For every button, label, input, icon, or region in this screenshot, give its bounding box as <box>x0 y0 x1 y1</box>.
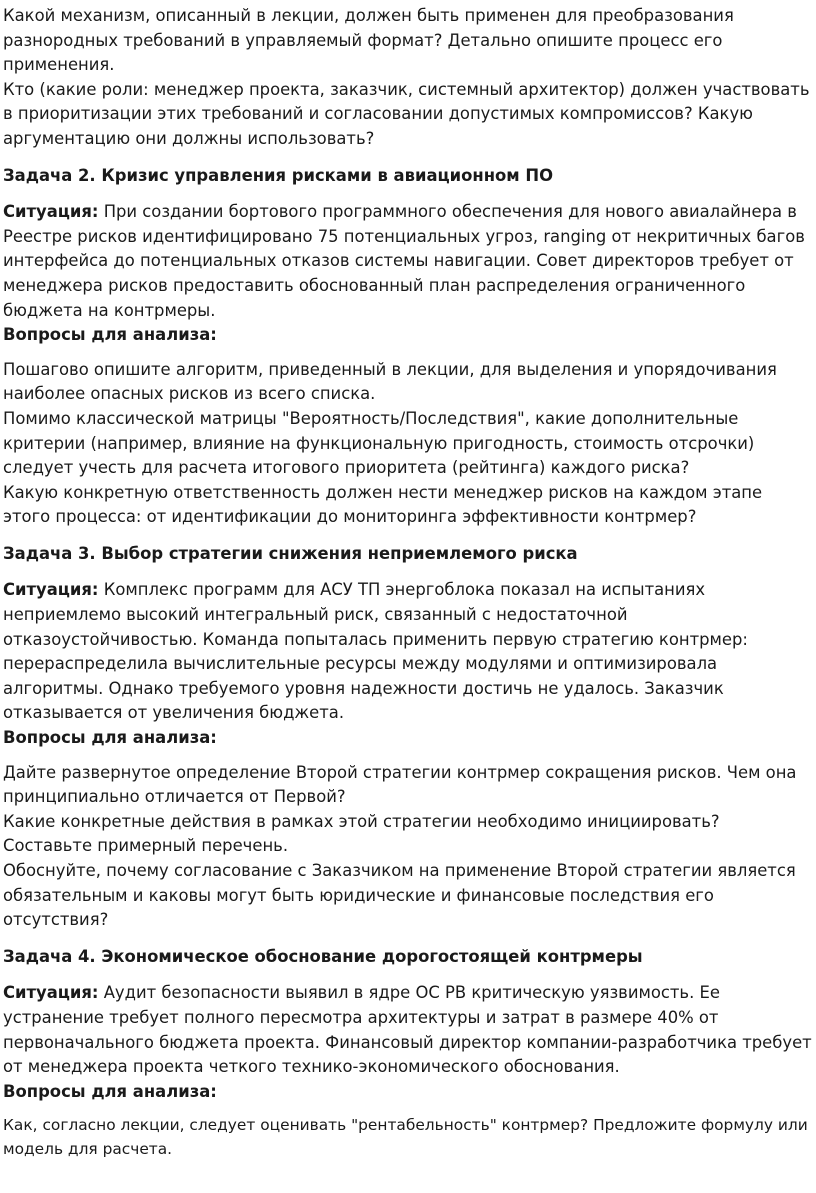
task3-questions-label: Вопросы для анализа: <box>3 728 217 748</box>
task2-title: Задача 2. Кризис управления рисками в авиационном ПО <box>3 165 554 185</box>
task3-question-1: Дайте развернутое определение Второй стратегии контрмер сокращения рисков. Чем она принципиально отличается от Первой? <box>3 762 797 807</box>
task3-situation-text: Комплекс программ для АСУ ТП энергоблока показал на испытаниях неприемлемо высокий интегральный риск, связанный с недостаточной отказоустойчивостью. Команда попыталась применить первую стратегию контрмер: перераспределила вычислительные ресурсы между модулями и оптимизировала алгоритмы. Однако требуемого уровня надежности достичь не удалось. Заказчик отказывается от увеличения бюджета. <box>3 580 748 723</box>
intro-question-1: Какой механизм, описанный в лекции, должен быть применен для преобразования разнородных требований в управляемый формат? Детально опишите процесс его применения. <box>3 6 734 75</box>
task3-question-2: Какие конкретные действия в рамках этой стратегии необходимо инициировать? Составьте примерный перечень. <box>3 811 720 856</box>
situation-label: Ситуация: <box>3 580 99 600</box>
task3-situation <box>3 578 812 726</box>
task2-question-3: Какую конкретную ответственность должен нести менеджер рисков на каждом этапе этого процесса: от идентификации до мониторинга эффективности контрмер? <box>3 482 763 527</box>
task4-title: Задача 4. Экономическое обоснование дорогостоящей контрмеры <box>3 946 643 966</box>
task2-question-2: Помимо классической матрицы "Вероятность/Последствия", какие дополнительные критерии (например, влияние на функциональную пригодность, стоимость отсрочки) следует учесть для расчета итогового приоритета (рейтинга) каждого риска? <box>3 408 755 478</box>
task3-question-3: Обоснуйте, почему согласование с Заказчиком на применение Второй стратегии является обязательным и каковы могут быть юридические и финансовые последствия его отсутствия? <box>3 861 796 930</box>
task2-question-1: Пошагово опишите алгоритм, приведенный в лекции, для выделения и упорядочивания наиболее опасных рисков из всего списка. <box>3 359 777 404</box>
task3-title: Задача 3. Выбор стратегии снижения неприемлемого риска <box>3 543 578 563</box>
situation-label: Ситуация: <box>3 202 99 222</box>
intro-question-2: Кто (какие роли: менеджер проекта, заказчик, системный архитектор) должен участвовать в приоритизации этих требований и согласовании допустимых компромиссов? Какую аргументацию они должны использовать? <box>3 79 810 148</box>
task2-situation <box>3 200 812 323</box>
task4-situation-text: Аудит безопасности выявил в ядре ОС РВ критическую уязвимость. Ее устранение требует полного пересмотра архитектуры и затрат в размере 40% от первоначального бюджета проекта. Финансовый директор компании-разработчика требует от менеджера проекта четкого технико-экономического обоснования. <box>3 983 812 1077</box>
task4-question-1: Как, согласно лекции, следует оценивать "рентабельность" контрмер? Предложите формулу или модель для расчета. <box>3 1116 808 1158</box>
task4-questions-label: Вопросы для анализа: <box>3 1081 217 1101</box>
task2-questions-label: Вопросы для анализа: <box>3 325 217 345</box>
task2-situation-text: При создании бортового программного обеспечения для нового авиалайнера в Реестре рисков идентифицировано 75 потенциальных угроз, ranging от некритичных багов интерфейса до потенциальных отказов системы навигации. Совет директоров требует от менеджера рисков предоставить обоснованный план распределения ограниченного бюджета на контрмеры. <box>3 202 805 320</box>
situation-label: Ситуация: <box>3 983 99 1003</box>
task4-situation <box>3 981 812 1079</box>
